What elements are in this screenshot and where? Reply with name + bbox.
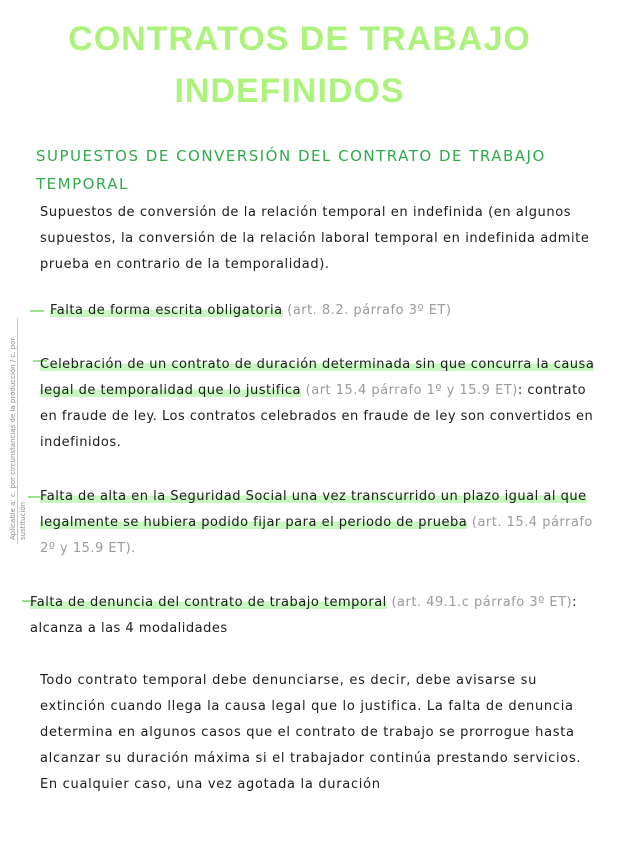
bullet-dash bbox=[30, 310, 44, 312]
item-reference: (art. 8.2. párrafo 3º ET) bbox=[287, 303, 452, 318]
side-note: Aplicable a: c. por circunstancias de la producción / c. por sustitución bbox=[9, 337, 27, 540]
list-item bbox=[40, 352, 600, 456]
item-highlight: Falta de alta en la Seguridad Social una vez transcurrido un plazo igual al que legalmente se hubiera podido fijar para el periodo de prueba bbox=[40, 489, 587, 530]
item-reference: (art 15.4 párrafo 1º y 15.9 ET) bbox=[305, 383, 518, 398]
item-highlight: Falta de forma escrita obligatoria bbox=[50, 303, 283, 318]
page-title-line2: INDEFINIDOS bbox=[174, 72, 405, 110]
list-item bbox=[30, 590, 590, 642]
item-highlight: Celebración de un contrato de duración determinada sin que concurra la causa legal de temporalidad que lo justifica bbox=[40, 357, 595, 398]
closing-paragraph: Todo contrato temporal debe denunciarse, es decir, debe avisarse su extinción cuando llega la causa legal que lo justifica. La falta de denuncia determina en algunos casos que el contrato de trabajo se prorrogue hasta alcanzar su duración máxima si el trabajador continúa prestando servicios. En cualquier caso, una vez agotada la duración bbox=[40, 673, 582, 792]
intro-paragraph: Supuestos de conversión de la relación temporal en indefinida (en algunos supuestos, la conversión de la relación laboral temporal en indefinida admite prueba en contrario de la temporalidad). bbox=[40, 205, 590, 272]
list-item bbox=[40, 484, 600, 562]
item-reference: (art. 15.4 párrafo 2º y 15.9 ET). bbox=[40, 515, 593, 556]
list-item bbox=[50, 298, 610, 324]
item-text: : contrato en fraude de ley. Los contratos celebrados en fraude de ley son convertidos en indefinidos. bbox=[40, 383, 594, 450]
page-title-line1: CONTRATOS DE TRABAJO bbox=[68, 20, 531, 58]
section-heading: SUPUESTOS DE CONVERSIÓN DEL CONTRATO DE TRABAJO TEMPORAL bbox=[36, 147, 546, 193]
item-reference: (art. 49.1.c párrafo 3º ET) bbox=[391, 595, 573, 610]
item-highlight: Falta de denuncia del contrato de trabajo temporal bbox=[30, 595, 387, 610]
item-text: : alcanza a las 4 modalidades bbox=[30, 595, 577, 636]
